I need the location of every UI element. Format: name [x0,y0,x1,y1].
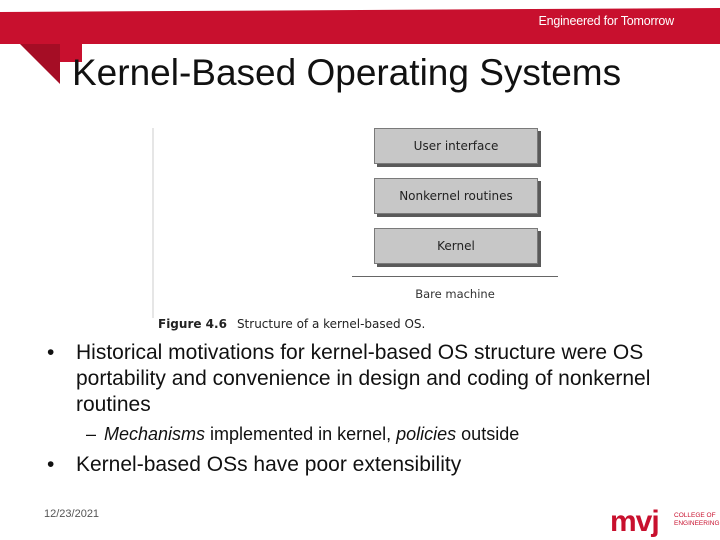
figure-number: Figure 4.6 [158,317,227,331]
sub-bullet-mechanisms: Mechanisms [104,424,206,444]
logo-subtitle-1: COLLEGE OF [674,512,716,519]
layer-kernel: Kernel [374,228,538,264]
header-tagline: Engineered for Tomorrow [538,14,674,28]
layer-nonkernel-routines: Nonkernel routines [374,178,538,214]
bare-machine-rule [352,276,558,277]
figure-edge-line [152,128,154,318]
footer-date: 12/23/2021 [44,508,100,520]
page-title: Kernel-Based Operating Systems [72,52,622,93]
logo-mark: mvj [610,505,659,538]
sub-bullet-policies: policies [396,424,457,444]
logo-subtitle-2: ENGINEERING [674,520,720,527]
layer-user-interface: User interface [374,128,538,164]
sub-bullet-point [86,424,519,445]
bullet-point-2 [47,452,687,478]
figure-caption-text: Structure of a kernel-based OS. [236,317,426,331]
bullet-point-1 [47,340,687,418]
figure-caption [158,317,425,331]
bare-machine-label: Bare machine [415,287,495,301]
bullet-text-1: Historical motivations for kernel-based OS structure were OS portability and convenience in design and coding of nonkernel routines [76,341,651,416]
bullet-dot-icon: • [47,341,55,364]
bullet-dot-icon: • [47,453,55,476]
header-banner-fold [20,44,60,84]
sub-bullet-middle: implemented in kernel, [205,424,397,444]
bullet-text-2: Kernel-based OSs have poor extensibility [76,453,462,476]
sub-bullet-dash-icon: – [86,424,97,444]
college-logo [610,504,720,540]
sub-bullet-end: outside [456,424,520,444]
